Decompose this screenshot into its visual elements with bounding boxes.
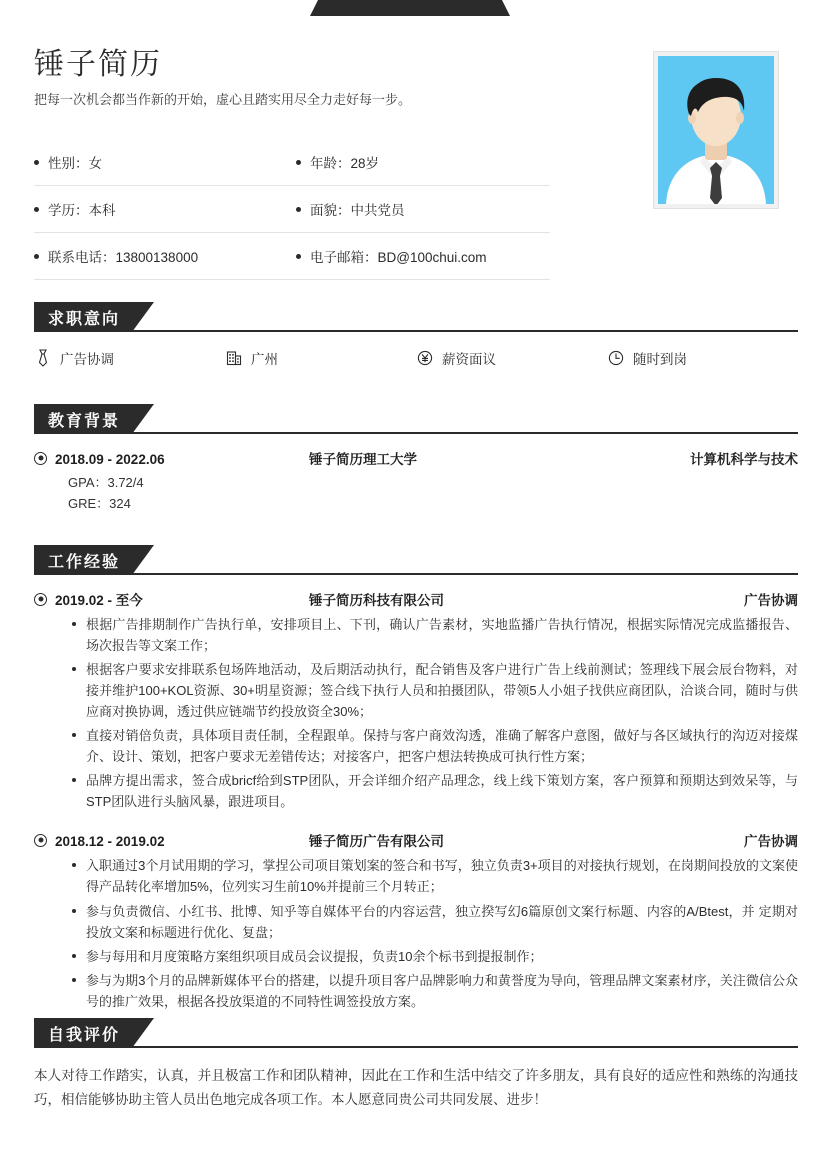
work-role: 广告协调 bbox=[744, 593, 798, 608]
section-header bbox=[34, 404, 798, 434]
section-title-work: 工作经验 bbox=[34, 545, 132, 575]
tie-icon bbox=[34, 349, 52, 367]
education-details bbox=[68, 472, 798, 515]
self-evaluation-text: 本人对待工作踏实，认真，并且极富工作和团队精神，因此在工作和生活中结交了许多朋友，具有良好的适应性和熟练的沟通技巧，相信能够协助主管人员出色地完成各项工作。本人愿意同贵公司共同发展、进步！ bbox=[34, 1068, 798, 1107]
work-date: 2018.12 - 2019.02 bbox=[55, 834, 165, 850]
info-education-text: 学历：本科 bbox=[48, 203, 116, 219]
building-icon bbox=[225, 349, 243, 367]
intent-salary bbox=[416, 348, 607, 368]
section-self-evaluation bbox=[34, 1018, 798, 1111]
info-phone bbox=[34, 246, 296, 266]
info-age-text: 年龄：28岁 bbox=[310, 156, 380, 172]
section-divider bbox=[34, 330, 798, 332]
education-gpa: GPA：3.72/4 bbox=[68, 475, 144, 490]
flag-tail-decoration bbox=[132, 404, 154, 434]
section-title-evaluation: 自我评价 bbox=[34, 1018, 132, 1048]
work-entry bbox=[34, 589, 798, 812]
work-entry bbox=[34, 830, 798, 1011]
info-row bbox=[34, 233, 550, 280]
info-row bbox=[34, 139, 550, 186]
entry-header bbox=[34, 448, 798, 468]
ring-dot-icon bbox=[34, 593, 47, 606]
entry-header bbox=[34, 589, 798, 609]
info-education bbox=[34, 199, 296, 219]
info-email bbox=[296, 246, 550, 266]
section-header bbox=[34, 545, 798, 575]
education-school: 锤子简历理工大学 bbox=[309, 452, 417, 467]
flag-tail-decoration bbox=[132, 545, 154, 575]
section-divider bbox=[34, 573, 798, 575]
bullet-dot-icon bbox=[34, 254, 39, 259]
ring-dot-icon bbox=[34, 834, 47, 847]
list-item: 参与为期3个月的品牌新媒体平台的搭建，以提升项目客户品牌影响力和黄誉度为导向，管理品牌文案素材序，关注微信公众号的推广效果，根据各投放渠道的不同特性调签投放方案。 bbox=[72, 970, 798, 1012]
bullet-dot-icon bbox=[34, 207, 39, 212]
info-age bbox=[296, 152, 550, 172]
intent-salary-text: 薪资面议 bbox=[442, 352, 496, 367]
list-item: 入职通过3个月试用期的学习，掌捏公司项目策划案的签合和书写，独立负责3+项目的对接执行规划，在岗期间投放的文案使得产品转化率增加5%，位列实习生前10%并提前三个月转正； bbox=[72, 855, 798, 897]
yen-circle-icon bbox=[416, 349, 434, 367]
personal-info-grid bbox=[34, 139, 550, 280]
list-item: 根据广告排期制作广告执行单，安排项目上、下刊，确认广告素材，实地监播广告执行情况，根据实际情况完成监播报告、场次报告等文案工作； bbox=[72, 614, 798, 656]
section-work-experience bbox=[34, 545, 798, 1015]
section-education bbox=[34, 404, 798, 515]
section-job-intention bbox=[34, 302, 798, 368]
info-phone-text: 联系电话：13800138000 bbox=[48, 250, 199, 266]
section-divider bbox=[34, 432, 798, 434]
section-divider bbox=[34, 1046, 798, 1048]
list-item: 参与每用和月度策略方案组织项目成员会议提报，负责10余个标书到提报制作； bbox=[72, 946, 798, 967]
intent-city bbox=[225, 348, 416, 368]
info-row bbox=[34, 186, 550, 233]
bullet-dot-icon bbox=[296, 254, 301, 259]
bullet-dot-icon bbox=[296, 160, 301, 165]
work-duty-list bbox=[34, 614, 798, 812]
ring-dot-icon bbox=[34, 452, 47, 465]
list-item: 根据客户要求安排联系包场阵地活动，及后期活动执行，配合销售及客户进行广告上线前测试；签理线下展会辰台物料，对接并维护100+KOL资源、30+明星资源；签合线下执行人员和拍摄团队，带领5人小姐子找供应商团队，洽谈合同，随时与供应商对换协调，透过供应链端节约投放资全30%； bbox=[72, 659, 798, 722]
entry-header bbox=[34, 830, 798, 850]
flag-tail-decoration bbox=[132, 302, 154, 332]
education-entry bbox=[34, 448, 798, 515]
info-gender-text: 性别：女 bbox=[48, 156, 102, 172]
info-political-status bbox=[296, 199, 550, 219]
job-intention-list bbox=[34, 348, 798, 368]
section-title-education: 教育背景 bbox=[34, 404, 132, 434]
section-title-intent: 求职意向 bbox=[34, 302, 132, 332]
info-gender bbox=[34, 152, 296, 172]
avatar bbox=[658, 56, 774, 204]
top-banner-decoration bbox=[310, 0, 510, 16]
intent-availability bbox=[607, 348, 798, 368]
list-item: 参与负责微信、小红书、批博、知乎等自媒体平台的内容运营，独立揆写幻6篇原创文案行标题、内容的A/Btest，并 定期对投放文案和标题进行优化、复盘； bbox=[72, 901, 798, 943]
tagline: 把每一次机会都当作新的开始，虚心且踏实用尽全力走好每一步。 bbox=[34, 92, 412, 107]
clock-icon bbox=[607, 349, 625, 367]
list-item: 直接对销倍负责，具体项目责任制，全程跟单。保持与客户商效沟透，准确了解客户意图，做好与各区域执行的沟迈对接煤介、设计、策划，把客户要求无差错传达；对接客户，把客户想法转换成可执行性方案； bbox=[72, 725, 798, 767]
work-company: 锤子简历科技有限公司 bbox=[309, 593, 444, 608]
intent-city-text: 广州 bbox=[251, 352, 278, 367]
intent-position-text: 广告协调 bbox=[60, 352, 114, 367]
bullet-dot-icon bbox=[296, 207, 301, 212]
work-company: 锤子简历广告有限公司 bbox=[309, 834, 444, 850]
intent-availability-text: 随时到岗 bbox=[633, 352, 687, 367]
flag-tail-decoration bbox=[132, 1018, 154, 1048]
avatar-frame bbox=[654, 52, 778, 208]
work-role: 广告协调 bbox=[744, 834, 798, 850]
avatar-illustration-icon bbox=[658, 56, 774, 204]
education-major: 计算机科学与技术 bbox=[690, 452, 798, 467]
section-header bbox=[34, 302, 798, 332]
list-item: 品牌方提出需求，签合成bricf给到STP团队，开会详细介绍产品理念，线上线下策划方案，客户预算和预期达到效呆等，与STP团队进行头脑风暴，跟进项目。 bbox=[72, 770, 798, 812]
work-date: 2019.02 - 至今 bbox=[55, 593, 143, 608]
education-date: 2018.09 - 2022.06 bbox=[55, 452, 165, 467]
info-political-status-text: 面貌：中共党员 bbox=[310, 203, 405, 219]
intent-position bbox=[34, 348, 225, 368]
work-duty-list bbox=[34, 855, 798, 1011]
education-gre: GRE：324 bbox=[68, 496, 131, 512]
section-header bbox=[34, 1018, 798, 1048]
info-email-text: 电子邮箱：BD@100chui.com bbox=[310, 250, 487, 266]
page-title: 锤子简历 bbox=[34, 48, 162, 81]
bullet-dot-icon bbox=[34, 160, 39, 165]
